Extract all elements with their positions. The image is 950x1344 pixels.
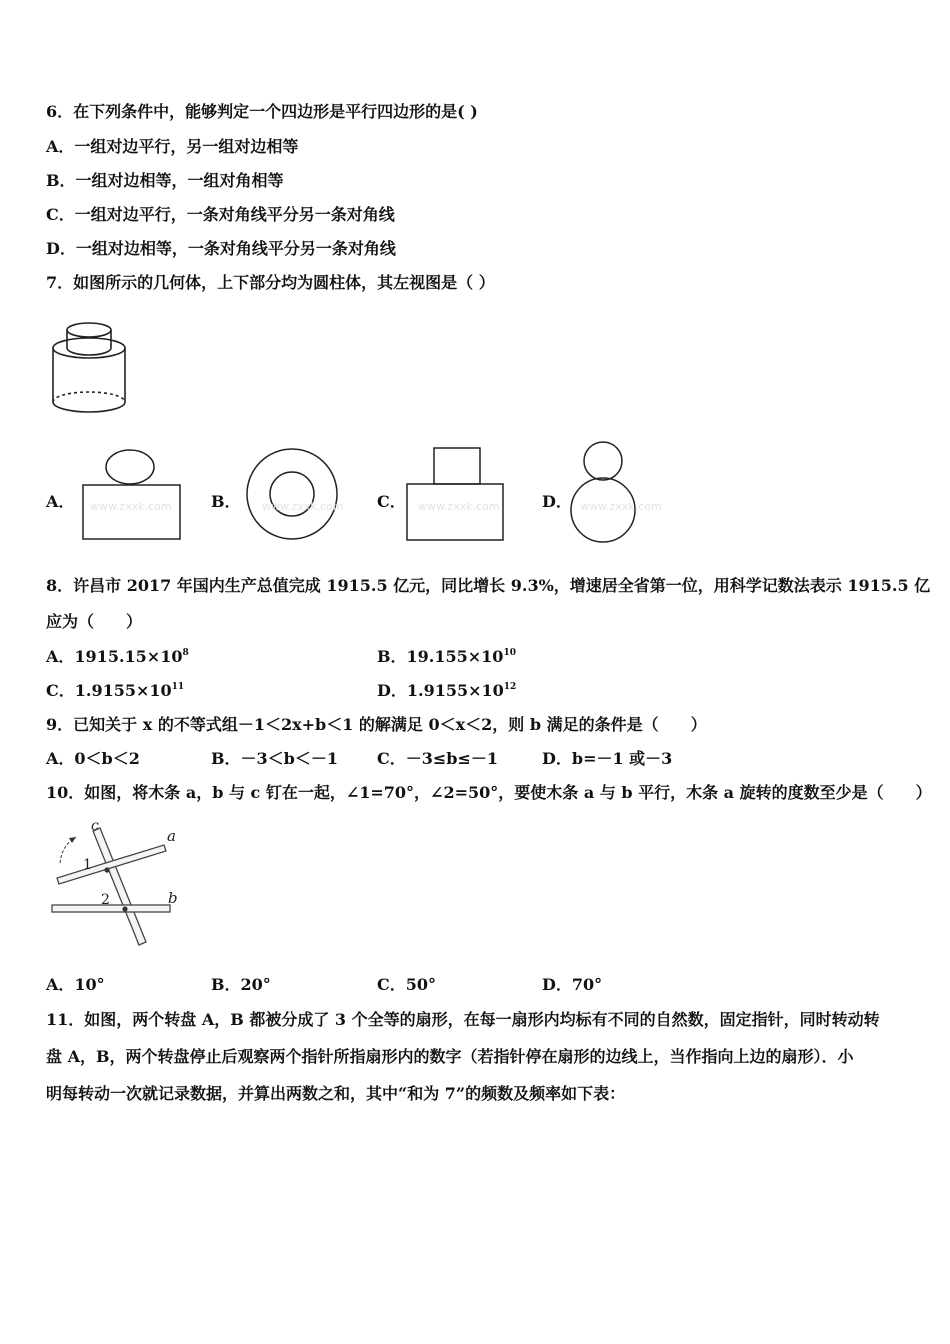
q7-choice-a-figure [80, 448, 184, 544]
q7-solid-figure [46, 315, 136, 415]
q9-option-d: D．b=－1 或－3 [542, 749, 673, 768]
q8-stem-line2: 应为（ ） [46, 612, 143, 631]
q6-option-d: D．一组对边相等，一条对角线平分另一条对角线 [46, 239, 396, 258]
q11-line3: 明每转动一次就记录数据，并算出两数之和，其中“和为 7”的频数及频率如下表： [46, 1084, 626, 1103]
q10-label-angle2: 2 [101, 892, 110, 908]
q6-stem: 6．在下列条件中，能够判定一个四边形是平行四边形的是( ) [46, 102, 478, 121]
q10-option-a: A．10° [46, 975, 105, 994]
q7-choice-d-figure [569, 439, 641, 547]
q7-watermark-b: www.zxxk.com [262, 500, 344, 513]
q6-option-b: B．一组对边相等，一组对角相等 [46, 171, 284, 190]
q9-stem: 9．已知关于 x 的不等式组－1＜2x+b＜1 的解满足 0＜x＜2，则 b 满足的条件是（ ） [46, 715, 707, 734]
q10-option-c: C．50° [377, 975, 437, 994]
q11-line1: 11．如图，两个转盘 A，B 都被分成了 3 个全等的扇形，在每一扇形内均标有不同的自然数，固定指针，同时转动转 [46, 1010, 880, 1029]
q10-label-a: a [167, 827, 176, 845]
q10-stem: 10．如图，将木条 a，b 与 c 钉在一起，∠1=70°，∠2=50°，要使木条 a 与 b 平行，木条 a 旋转的度数至少是（ ） [46, 783, 932, 802]
q8-option-b: B．$19.155\times 10^{10}$ [377, 647, 516, 666]
q8-option-a: A．$1915.15\times 10^8$ [46, 647, 189, 666]
q7-choice-b-figure [244, 445, 340, 543]
q7-watermark-a: www.zxxk.com [90, 500, 172, 513]
q7-watermark-d: www.zxxk.com [580, 500, 662, 513]
q8-option-c: C．$1.9155\times 10^{11}$ [46, 681, 185, 700]
q7-stem: 7．如图所示的几何体，上下部分均为圆柱体，其左视图是（ ） [46, 273, 495, 292]
q10-stick-figure [46, 818, 196, 953]
q7-choice-d-label: D． [542, 492, 572, 511]
q10-option-d: D．70° [542, 975, 603, 994]
q7-choice-c-label: C． [377, 492, 406, 511]
q9-option-c: C．－3≤b≤－1 [377, 749, 499, 768]
q9-option-b: B．－3＜b＜－1 [211, 749, 338, 768]
q10-option-b: B．20° [211, 975, 271, 994]
q7-choice-a-label: A． [46, 492, 75, 511]
q7-choice-b-label: B． [211, 492, 241, 511]
q7-choice-c-figure [404, 446, 506, 544]
q10-label-b: b [168, 889, 178, 907]
q9-option-a: A．0＜b＜2 [46, 749, 140, 768]
q8-stem-line1: 8．许昌市 2017 年国内生产总值完成 1915.5 亿元，同比增长 9.3%，增速居全省第一位，用科学记数法表示 1915.5 亿 [46, 576, 931, 595]
q8-option-d: D．$1.9155\times 10^{12}$ [377, 681, 517, 700]
q6-option-c: C．一组对边平行，一条对角线平分另一条对角线 [46, 205, 395, 224]
q11-line2: 盘 A，B，两个转盘停止后观察两个指针所指扇形内的数字（若指针停在扇形的边线上，当作指向上边的扇形）．小 [46, 1047, 854, 1066]
q6-option-a: A．一组对边平行，另一组对边相等 [46, 137, 299, 156]
q10-label-c: c [91, 818, 99, 834]
q7-watermark-c: www.zxxk.com [418, 500, 500, 513]
q10-label-angle1: 1 [83, 857, 92, 873]
